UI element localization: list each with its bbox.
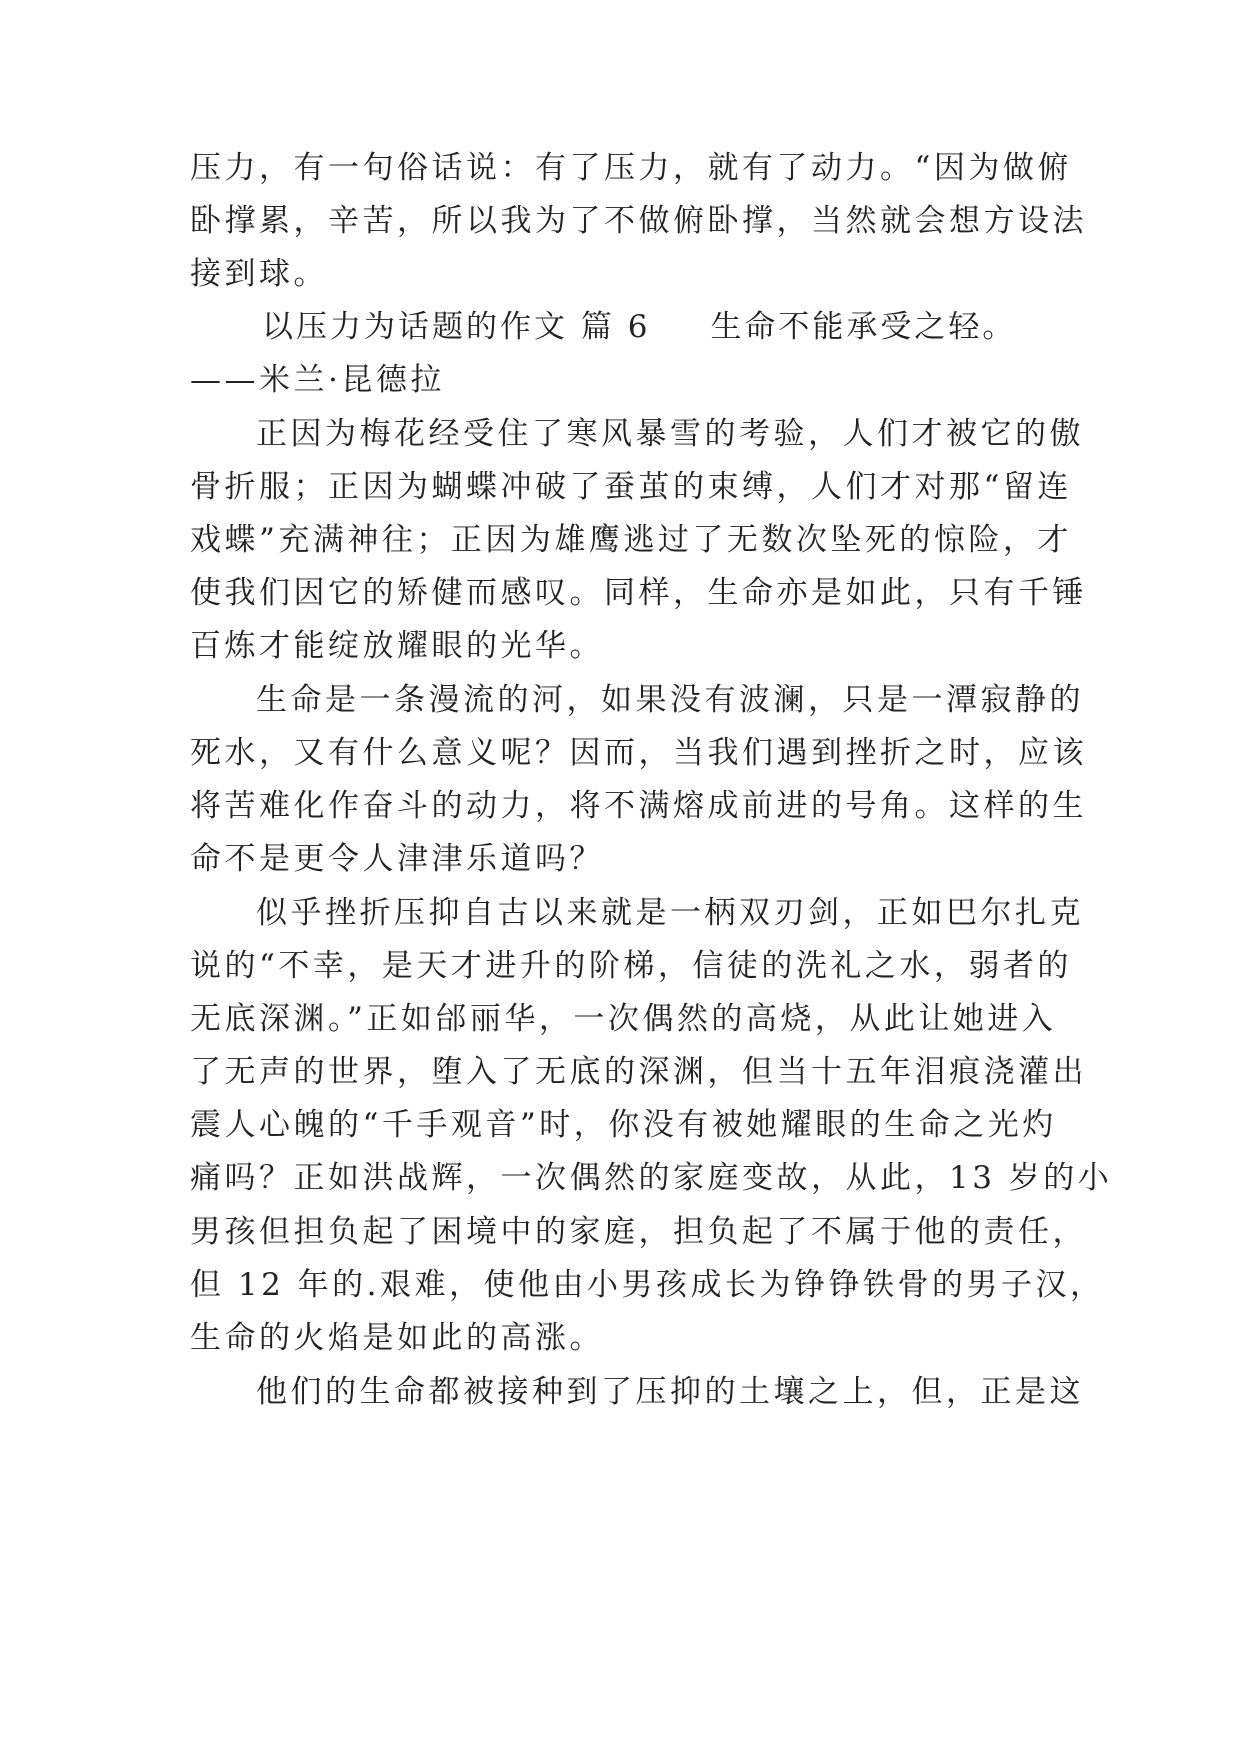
paragraph-line: 使我们因它的矫健而感叹。同样，生命亦是如此，只有千锤 xyxy=(190,575,1087,611)
paragraph-line: 戏蝶”充满神往；正因为雄鹰逃过了无数次坠死的惊险，才 xyxy=(190,522,1072,558)
intro-line: 接到球。 xyxy=(190,256,328,292)
section-heading xyxy=(262,307,1016,347)
paragraph-line: 说的“不幸，是天才进升的阶梯，信徒的洗礼之水，弱者的 xyxy=(190,948,1072,984)
paragraph-line: 但 12 年的.艰难，使他由小男孩成长为铮铮铁骨的男子汉， xyxy=(190,1267,1105,1303)
paragraph-line: 无底深渊。”正如邰丽华，一次偶然的高烧，从此让她进入 xyxy=(190,1001,1057,1037)
paragraph-line: 了无声的世界，堕入了无底的深渊，但当十五年泪痕浇灌出 xyxy=(190,1054,1087,1090)
paragraph-line: 生命是一条漫流的河，如果没有波澜，只是一潭寂静的 xyxy=(256,682,1084,718)
paragraph-line: 震人心魄的“千手观音”时，你没有被她耀眼的生命之光灼 xyxy=(190,1107,1057,1143)
intro-line: 卧撑累，辛苦，所以我为了不做俯卧撑，当然就会想方设法 xyxy=(190,203,1087,239)
epigraph-author: ——米兰·昆德拉 xyxy=(190,362,445,398)
paragraph-line: 死水，又有什么意义呢？因而，当我们遇到挫折之时，应该 xyxy=(190,735,1087,771)
section-title: 以压力为话题的作文 篇 6 xyxy=(262,309,651,345)
paragraph-line: 男孩但担负起了困境中的家庭，担负起了不属于他的责任， xyxy=(190,1214,1087,1250)
paragraph-line: 正因为梅花经受住了寒风暴雪的考验，人们才被它的傲 xyxy=(256,416,1084,452)
paragraph-line: 似乎挫折压抑自古以来就是一柄双刃剑，正如巴尔扎克 xyxy=(256,895,1084,931)
paragraph-line: 将苦难化作奋斗的动力，将不满熔成前进的号角。这样的生 xyxy=(190,788,1087,824)
paragraph-line: 他们的生命都被接种到了压抑的土壤之上，但，正是这 xyxy=(256,1374,1084,1410)
paragraph-line: 命不是更令人津津乐道吗？ xyxy=(190,841,604,877)
intro-line: 压力，有一句俗话说：有了压力，就有了动力。“因为做俯 xyxy=(190,150,1072,186)
paragraph-line: 百炼才能绽放耀眼的光华。 xyxy=(190,628,604,664)
paragraph-line: 生命的火焰是如此的高涨。 xyxy=(190,1320,604,1356)
paragraph-line: 痛吗？正如洪战辉，一次偶然的家庭变故，从此，13 岁的小 xyxy=(190,1160,1113,1196)
epigraph-quote: 生命不能承受之轻。 xyxy=(710,309,1017,345)
paragraph-line: 骨折服；正因为蝴蝶冲破了蚕茧的束缚，人们才对那“留连 xyxy=(190,469,1072,505)
